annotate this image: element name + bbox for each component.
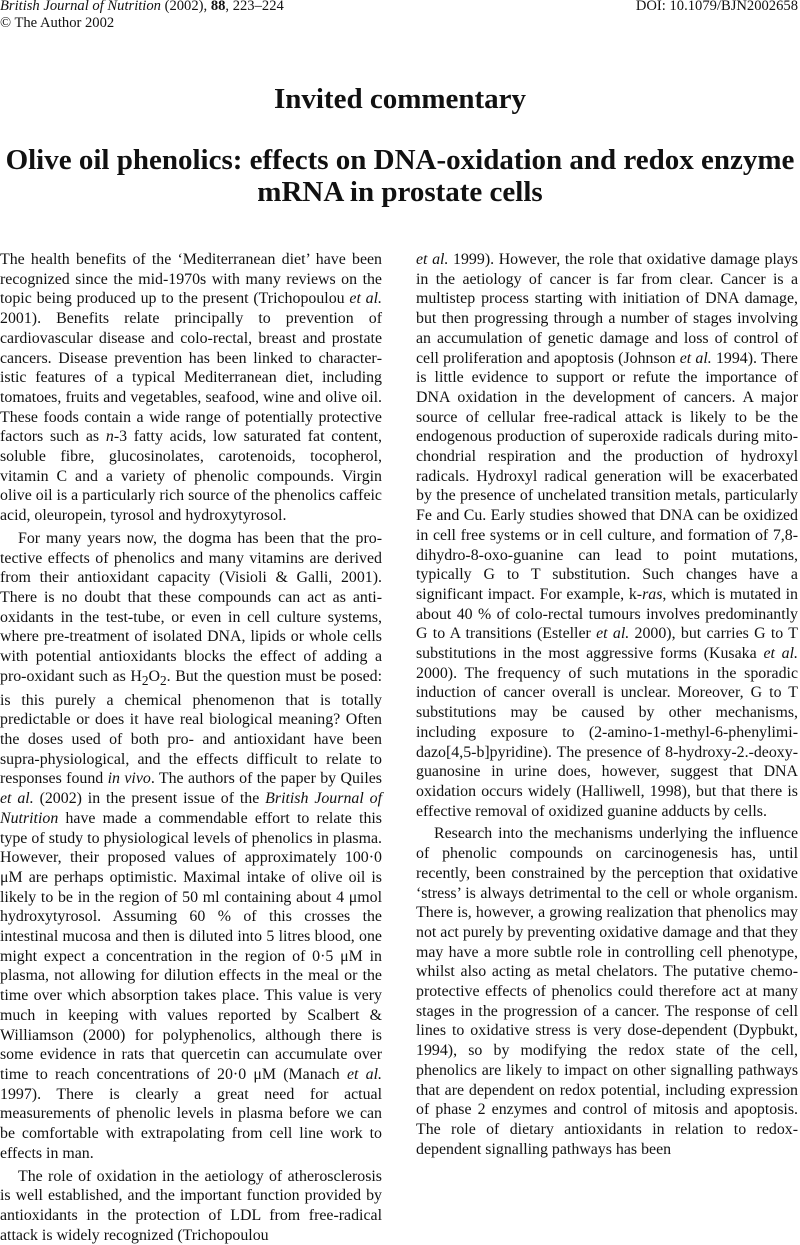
running-header [0, 0, 800, 36]
paragraph-2: For many years now, the dogma has been that the protective effects of phenolics and many vitamins are derived from their antioxidant capacity (Visioli & Galli, 2001). There is no doubt that these compounds can act as antioxidants in the test-tube, or even in cell culture systems, where pre-treatment of isolated DNA, lipids or whole cells with potential antioxidants blocks the effect of adding a pro-oxidant such as $H_2O_2$. But the question must be posed: is this purely a chemical phenomenon that is totally predictable or does it have real biological meaning? Often the doses used of both pro- and antioxidant have been supra-physiological, and the effects difficult to relate to responses found in vivo. The authors of the paper by Quiles et al. (2002) in the present issue of the British Journal of Nutrition have made a commendable effort to relate this type of study to physiological levels of phenolics in plasma. However, their proposed values of approximately 100·0 μM are perhaps optimistic. Maximal intake of olive oil is likely to be in the region of 50 ml containing about 4 μmol hydroxytyrosol. Assuming 60 % of this crosses the intestinal mucosa and then is diluted into 5 litres blood, one might expect a concentration in the region of 0·5 μM in plasma, not allowing for dilution effects in the meal or the time over which absorption takes place. This value is very much in keeping with values reported by Scalbert & Williamson (2000) for polyphenolics, although there is some evidence in rats that quercetin can accumulate over time to reach concentrations of 20·0 μM (Manach et al. 1997). There is clearly a great need for actual measurements of phenolic levels in plasma before we can be comfortable with extrapolating from cell line work to effects in man. [0, 529, 383, 1162]
copyright-notice: © The Author 2002 [0, 15, 115, 31]
journal-volume: 88 [210, 0, 226, 14]
journal-citation [0, 0, 284, 15]
article-title: Olive oil phenolics: effects on DNA-oxidation and redox enzyme mRNA in prostate cells [5, 144, 795, 208]
doi-label: DOI: 10.1079/BJN2002658 [635, 0, 798, 14]
journal-pages: , 223–224 [225, 0, 284, 14]
article-type-heading: Invited commentary [273, 83, 527, 115]
paragraph-1: The health benefits of the ‘Mediterranean diet’ have been recognized since the mid-1970s with many reviews on the topic being produced up to the present (Trichopoulou et al. 2001). Benefits relate principally to prevention of cardiovascular disease and colo-rectal, breast and prostate cancers. Disease prevention has been linked to characteristic features of a typical Mediterranean diet, including tomatoes, fruits and vegetables, seafood, wine and olive oil. These foods contain a wide range of potentially protective factors such as n-3 fatty acids, low saturated fat content, soluble fibre, glucosinolates, carotenoids, tocopherol, vitamin C and a variety of phenolic compounds. Virgin olive oil is a particularly rich source of the phenolics caffeic acid, oleuropein, tyrosol and hydroxytyrosol. [0, 251, 382, 525]
journal-year: (2002), [160, 0, 211, 14]
journal-title: British Journal of Nutrition [0, 0, 161, 14]
paragraph-3-cont: et al. 1999). However, the role that oxidative damage plays in the aetiology of cancer is far from clear. Cancer is a multistep process starting with initiation of DNA damage, but then progressing through a number of stages involving an accumulation of genetic damage and loss of control of cell proliferation and apoptosis (Johnson et al. 1994). There is little evidence to support or refute the importance of DNA oxidation in the development of cancers. A major source of cellular free-radical attack is likely to be the endogenous production of superoxide radicals during mitochondrial respiration and the production of hydroxyl radicals. Hydroxyl radical generation will be exacerbated by the presence of unchelated transition metals, particularly Fe and Cu. Early studies showed that DNA can be oxidized in cell free systems or in cell culture, and formation of 7,8-dihydro-8-oxo-guanine can lead to point mutations, typically G to T substitution. Such changes have a significant impact. For example, k-ras, which is mutated in about 40 % of colo-rectal tumours involves predominantly G to A transitions (Esteller et al. 2000), but carries G to T substitutions in the most aggressive forms (Kusaka et al. 2000). The frequency of such mutations in the sporadic induction of cancer overall is unclear. Moreover, G to T substitutions may be caused by other mechanisms, including exposure to (2-amino-1-methyl-6-phenylimidazo[4,5-b]pyridine). The presence of 8-hydroxy-2.-deoxyguanosine in urine does, however, suggest that DNA oxidation occurs widely (Halliwell, 1998), but that there is effective removal of oxidized guanine adducts by cells. [416, 251, 798, 820]
paragraph-4: Research into the mechanisms underlying the influence of phenolic compounds on carcinogenesis has, until recently, been constrained by the perception that oxidative ‘stress’ is always detrimental to the cell or whole organism. There is, however, a growing realization that phenolics may not act purely by preventing oxidative damage and that they may have a more subtle role in controlling cell phenotype, whilst also acting as metal chelators. The putative chemo-protective effects of phenolics could therefore act at many stages in the progression of a cancer. The response of cell lines to oxidative stress is very dose-dependent (Dypbukt, 1994), so by modifying the redox state of the cell, phenolics are likely to impact on other signalling pathways that are dependent on redox potential, including expression of phase 2 enzymes and control of mitosis and apoptosis. The role of dietary antioxidants in relation to redox-dependent signalling pathways has been [416, 825, 798, 1158]
paragraph-3-start: The role of oxidation in the aetiology of atherosclerosis is well established, and the important function provided by antioxidants in the protection of LDL from free-radical attack is widely recognized (Trichopoulou [0, 1167, 382, 1244]
body-column-left [0, 250, 382, 1245]
body-column-right [416, 250, 798, 1159]
